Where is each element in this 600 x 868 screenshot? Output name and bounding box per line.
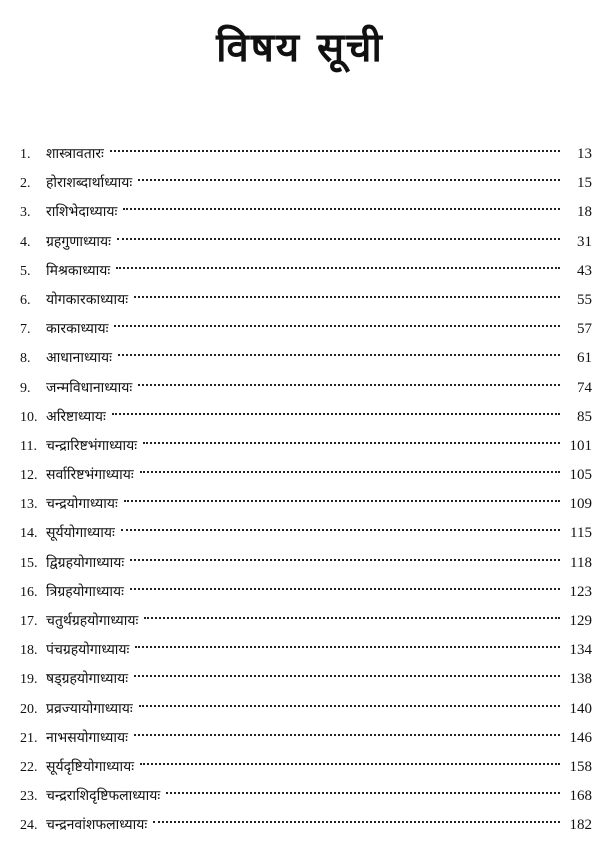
dot-leader [134,674,560,677]
toc-entry-title: नाभसयोगाध्यायः [46,729,128,746]
page-title: विषय सूची [216,25,384,71]
toc-entry-number: 19. [20,672,38,688]
table-of-contents [20,140,592,841]
toc-entry-number: 10. [20,409,38,425]
toc-entry [20,811,592,840]
toc-entry-title: द्विग्रहयोगाध्यायः [46,554,125,571]
toc-entry [20,490,592,519]
toc-entry-page-number: 31 [577,233,592,250]
toc-entry-number: 23. [20,789,38,805]
toc-entry-number: 13. [20,497,38,513]
toc-entry-number: 7. [20,322,31,338]
toc-entry-number: 15. [20,555,38,571]
dot-leader [116,266,560,269]
dot-leader [134,295,560,298]
toc-entry [20,140,592,169]
toc-entry-number: 5. [20,263,31,279]
toc-entry-page-number: 134 [569,642,592,659]
toc-entry-page-number: 115 [570,525,592,542]
toc-entry-page-number: 182 [569,817,592,834]
dot-leader [140,762,560,765]
toc-entry [20,286,592,315]
toc-entry-number: 16. [20,584,38,600]
toc-entry-title: चन्द्रनवांशफलाध्यायः [46,817,148,834]
toc-entry [20,519,592,548]
toc-entry-title: प्रव्रज्यायोगाध्यायः [46,700,133,717]
dot-leader [130,558,560,561]
toc-entry [20,549,592,578]
toc-entry-title: पंचग्रहयोगाध्यायः [46,642,130,659]
toc-entry [20,257,592,286]
dot-leader [153,820,560,823]
toc-entry-page-number: 138 [569,671,592,688]
toc-entry-page-number: 109 [569,496,592,513]
toc-entry-number: 21. [20,730,38,746]
toc-entry [20,403,592,432]
toc-entry [20,432,592,461]
toc-entry-page-number: 18 [577,204,592,221]
dot-leader [140,470,560,473]
toc-entry-number: 1. [20,147,31,162]
toc-entry-page-number: 158 [569,758,592,775]
toc-entry [20,578,592,607]
toc-entry-number: 8. [20,351,31,367]
toc-entry-title: राशिभेदाध्यायः [46,204,118,221]
toc-entry-page-number: 105 [569,467,592,484]
dot-leader [166,791,560,794]
toc-entry-title: सर्वारिष्टभंगाध्यायः [46,467,134,484]
toc-entry [20,665,592,694]
toc-entry [20,695,592,724]
toc-entry [20,374,592,403]
dot-leader [121,528,560,531]
toc-entry-page-number: 43 [577,262,592,279]
toc-entry-page-number: 55 [577,291,592,308]
toc-entry-number: 20. [20,701,38,717]
toc-entry-title: त्रिग्रहयोगाध्यायः [46,583,124,600]
toc-entry [20,461,592,490]
dot-leader [117,237,560,240]
toc-entry-page-number: 15 [577,175,592,192]
toc-entry [20,753,592,782]
toc-entry-page-number: 118 [570,554,592,571]
toc-entry-page-number: 57 [577,321,592,338]
toc-entry-title: मिश्रकाध्यायः [46,262,111,279]
toc-entry-page-number: 85 [577,408,592,425]
dot-leader [138,178,560,181]
toc-entry-number: 14. [20,526,38,542]
dot-leader [135,645,560,648]
toc-entry-number: 12. [20,468,38,484]
dot-leader [114,324,560,327]
dot-leader [144,616,560,619]
toc-entry-title: होराशब्दार्थाध्यायः [46,175,133,192]
toc-entry-page-number: 13 [577,146,592,162]
toc-entry-title: अरिष्टाध्यायः [46,408,106,425]
toc-entry [20,607,592,636]
toc-entry-page-number: 140 [569,700,592,717]
toc-entry-number: 24. [20,818,38,834]
toc-entry [20,782,592,811]
toc-entry-title: शास्त्रावतारः [46,146,104,162]
toc-entry-title: ग्रहगुणाध्यायः [46,233,111,250]
dot-leader [123,207,560,210]
toc-entry-page-number: 146 [569,729,592,746]
toc-entry [20,636,592,665]
toc-entry-title: सूर्यदृष्टियोगाध्यायः [46,758,135,775]
toc-entry-page-number: 74 [577,379,592,396]
toc-entry-title: कारकाध्यायः [46,321,109,338]
dot-leader [118,353,560,356]
toc-entry [20,169,592,198]
dot-leader [110,149,560,152]
dot-leader [134,733,560,736]
toc-entry-title: चन्द्रारिष्टभंगाध्यायः [46,437,138,454]
toc-entry-number: 6. [20,292,31,308]
toc-entry [20,198,592,227]
dot-leader [139,704,560,707]
toc-entry-title: चन्द्रयोगाध्यायः [46,496,118,513]
toc-entry [20,344,592,373]
toc-entry-title: षड्ग्रहयोगाध्यायः [46,671,129,688]
dot-leader [138,383,560,386]
toc-entry [20,724,592,753]
toc-entry-number: 4. [20,234,31,250]
toc-entry-number: 18. [20,643,38,659]
toc-entry-page-number: 123 [569,583,592,600]
toc-entry-page-number: 129 [569,613,592,629]
toc-entry-number: 22. [20,759,38,775]
toc-entry [20,228,592,257]
dot-leader [124,499,560,502]
toc-entry [20,315,592,344]
toc-entry-number: 17. [20,614,38,629]
toc-entry-number: 9. [20,380,31,396]
toc-entry-title: सूर्ययोगाध्यायः [46,525,115,542]
toc-entry-title: आधानाध्यायः [46,350,112,367]
toc-entry-number: 3. [20,205,31,221]
dot-leader [143,441,560,444]
dot-leader [130,587,560,590]
toc-entry-title: जन्मविधानाध्यायः [46,379,133,396]
toc-entry-page-number: 101 [569,437,592,454]
toc-entry-number: 2. [20,176,31,192]
toc-entry-title: योगकारकाध्यायः [46,291,129,308]
toc-entry-title: चन्द्रराशिदृष्टिफलाध्यायः [46,788,161,805]
toc-entry-page-number: 168 [569,788,592,805]
toc-entry-page-number: 61 [577,350,592,367]
toc-entry-number: 11. [20,438,37,454]
dot-leader [112,412,560,415]
toc-entry-title: चतुर्थग्रहयोगाध्यायः [46,613,139,629]
